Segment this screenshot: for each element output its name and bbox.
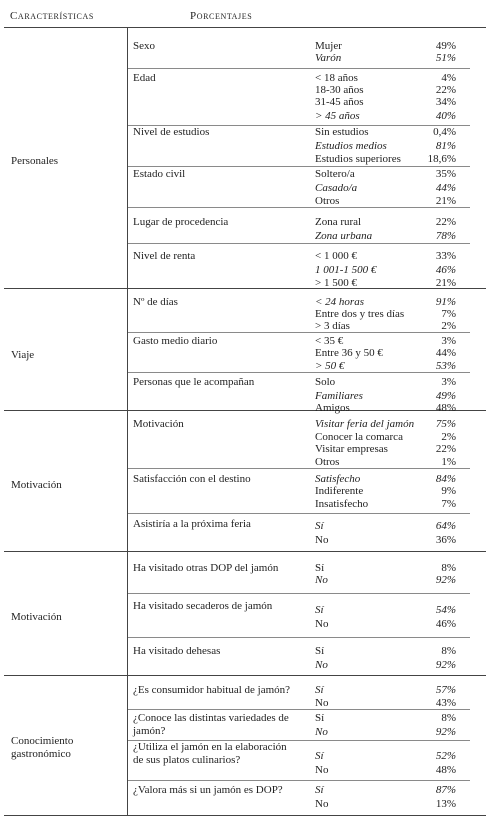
percentage-value: 53% [435, 360, 456, 372]
percentage-value: 48% [435, 402, 456, 414]
section-label: Personales [11, 155, 59, 167]
option-label: 31-45 años [315, 96, 364, 108]
variable-label: Nivel de renta [133, 250, 196, 262]
percentage-value: 44% [435, 182, 456, 194]
option-label: Sin estudios [315, 126, 369, 138]
option-label: Mujer [315, 40, 342, 52]
percentage-value: 3% [441, 335, 456, 347]
option-label: Conocer la comarca [315, 431, 403, 443]
variable-label: Nº de días [133, 296, 178, 308]
option-label: Casado/a [315, 182, 358, 194]
option-label: Otros [315, 456, 340, 468]
option-label: No [315, 764, 329, 776]
option-label: 18-30 años [315, 84, 364, 96]
option-label: No [315, 534, 329, 546]
row-rule [128, 513, 470, 514]
percentage-value: 22% [435, 443, 456, 455]
row-rule [128, 468, 470, 469]
option-label: Solo [315, 376, 336, 388]
option-label: > 3 días [315, 320, 350, 332]
percentage-value: 87% [435, 784, 456, 796]
percentage-value: 48% [435, 764, 456, 776]
option-label: Soltero/a [315, 168, 355, 180]
percentage-value: 46% [435, 618, 456, 630]
percentage-value: 75% [435, 418, 456, 430]
option-label: Visitar empresas [315, 443, 388, 455]
percentage-value: 78% [435, 230, 456, 242]
percentage-value: 84% [435, 473, 456, 485]
option-label: Sí [315, 645, 325, 657]
option-label: Sí [315, 784, 324, 796]
option-label: Visitar feria del jamón [315, 418, 415, 430]
percentage-value: 35% [435, 168, 456, 180]
percentage-value: 8% [441, 712, 456, 724]
section-rule [4, 410, 486, 411]
percentage-value: 2% [441, 431, 456, 443]
option-label: Familiares [315, 390, 363, 402]
variable-label: Edad [133, 72, 156, 84]
percentage-value: 33% [435, 250, 456, 262]
option-label: Amigos [315, 402, 350, 414]
row-rule [128, 593, 470, 594]
percentage-value: 1% [441, 456, 456, 468]
variable-label: Personas que le acompañan [133, 376, 255, 388]
percentage-value: 92% [435, 726, 456, 738]
percentage-value: 9% [441, 485, 456, 497]
option-label: Sí [315, 520, 324, 532]
row-rule [128, 332, 470, 333]
percentage-value: 22% [435, 216, 456, 228]
option-label: < 18 años [315, 72, 358, 84]
option-label: 1 001-1 500 € [315, 264, 377, 276]
option-label: Sí [315, 750, 324, 762]
percentage-value: 34% [435, 96, 456, 108]
option-label: No [315, 697, 329, 709]
option-label: Sí [315, 684, 324, 696]
variable-label: Ha visitado dehesas [133, 645, 221, 657]
percentage-value: 7% [441, 498, 456, 510]
percentage-value: 43% [435, 697, 456, 709]
option-label: Sí [315, 562, 325, 574]
option-label: Otros [315, 195, 340, 207]
variable-label: Asistiría a la próxima feria [133, 518, 251, 530]
variable-label: ¿Conoce las distintas variedades de jamón? [133, 712, 289, 737]
option-label: No [315, 659, 328, 671]
row-rule [128, 780, 470, 781]
percentage-value: 21% [435, 277, 456, 289]
percentage-value: 8% [441, 645, 456, 657]
option-label: Zona urbana [315, 230, 373, 242]
option-label: > 50 € [315, 360, 345, 372]
percentage-value: 40% [435, 110, 456, 122]
section-rule [4, 551, 486, 552]
section-divider [127, 551, 128, 675]
percentage-value: 7% [441, 308, 456, 320]
percentage-value: 57% [435, 684, 456, 696]
percentage-value: 92% [435, 659, 456, 671]
option-label: < 35 € [315, 335, 344, 347]
percentage-value: 44% [435, 347, 456, 359]
row-rule [128, 243, 470, 244]
option-label: No [315, 798, 329, 810]
percentage-value: 52% [435, 750, 456, 762]
variable-label: Satisfacción con el destino [133, 473, 251, 485]
header-characteristics: Características [10, 10, 94, 22]
variable-label: ¿Es consumidor habitual de jamón? [133, 684, 291, 696]
percentage-value: 2% [441, 320, 456, 332]
section-label: Conocimiento gastronómico [11, 735, 74, 760]
percentage-value: 21% [435, 195, 456, 207]
option-label: Insatisfecho [315, 498, 369, 510]
section-label: Motivación [11, 611, 62, 623]
variable-label: Ha visitado secaderos de jamón [133, 600, 273, 612]
section-divider [127, 675, 128, 815]
section-label: Motivación [11, 479, 62, 491]
percentage-value: 22% [435, 84, 456, 96]
option-label: < 1 000 € [315, 250, 357, 262]
variable-label: Sexo [133, 40, 155, 52]
variable-label: Gasto medio diario [133, 335, 218, 347]
percentage-value: 54% [435, 604, 456, 616]
section-rule [4, 288, 486, 289]
percentage-value: 46% [435, 264, 456, 276]
percentage-value: 51% [435, 52, 456, 64]
header-rule [4, 27, 486, 28]
variable-label: Nivel de estudios [133, 126, 210, 138]
percentage-value: 91% [435, 296, 456, 308]
percentage-value: 49% [435, 40, 456, 52]
percentage-value: 0,4% [433, 126, 456, 138]
percentage-value: 49% [435, 390, 456, 402]
percentage-value: 64% [435, 520, 456, 532]
option-label: No [315, 618, 329, 630]
option-label: No [315, 574, 328, 586]
option-label: Estudios medios [315, 140, 387, 152]
row-rule [128, 637, 470, 638]
header-percentages: Porcentajes [190, 10, 253, 22]
option-label: Entre dos y tres días [315, 308, 405, 320]
variable-label: Motivación [133, 418, 184, 430]
section-rule [4, 675, 486, 676]
percentage-value: 18,6% [427, 153, 456, 165]
row-rule [128, 166, 470, 167]
option-label: Sí [315, 604, 324, 616]
option-label: Satisfecho [315, 473, 361, 485]
option-label: Zona rural [315, 216, 362, 228]
option-label: < 24 horas [315, 296, 364, 308]
variable-label: Lugar de procedencia [133, 216, 229, 228]
percentage-value: 13% [435, 798, 456, 810]
percentage-value: 92% [435, 574, 456, 586]
variable-label: ¿Valora más si un jamón es DOP? [133, 784, 283, 796]
variable-label: Estado civil [133, 168, 186, 180]
section-rule [4, 815, 486, 816]
option-label: Estudios superiores [315, 153, 401, 165]
option-label: Entre 36 y 50 € [315, 347, 383, 359]
variable-label: Ha visitado otras DOP del jamón [133, 562, 279, 574]
section-label: Viaje [11, 349, 35, 361]
option-label: Sí [315, 712, 325, 724]
percentage-value: 36% [435, 534, 456, 546]
option-label: Indiferente [315, 485, 364, 497]
option-label: No [315, 726, 328, 738]
percentage-value: 4% [441, 72, 456, 84]
row-rule [128, 68, 470, 69]
section-divider [127, 288, 128, 410]
option-label: Varón [315, 52, 342, 64]
section-divider [127, 410, 128, 551]
variable-label: ¿Utiliza el jamón en la elaboración de sus platos culinarios? [133, 741, 287, 766]
option-label: > 1 500 € [315, 277, 357, 289]
row-rule [128, 709, 470, 710]
row-rule [128, 372, 470, 373]
option-label: > 45 años [315, 110, 360, 122]
percentage-value: 8% [441, 562, 456, 574]
section-divider [127, 28, 128, 288]
percentage-value: 81% [435, 140, 456, 152]
percentage-value: 3% [441, 376, 456, 388]
row-rule [128, 207, 470, 208]
